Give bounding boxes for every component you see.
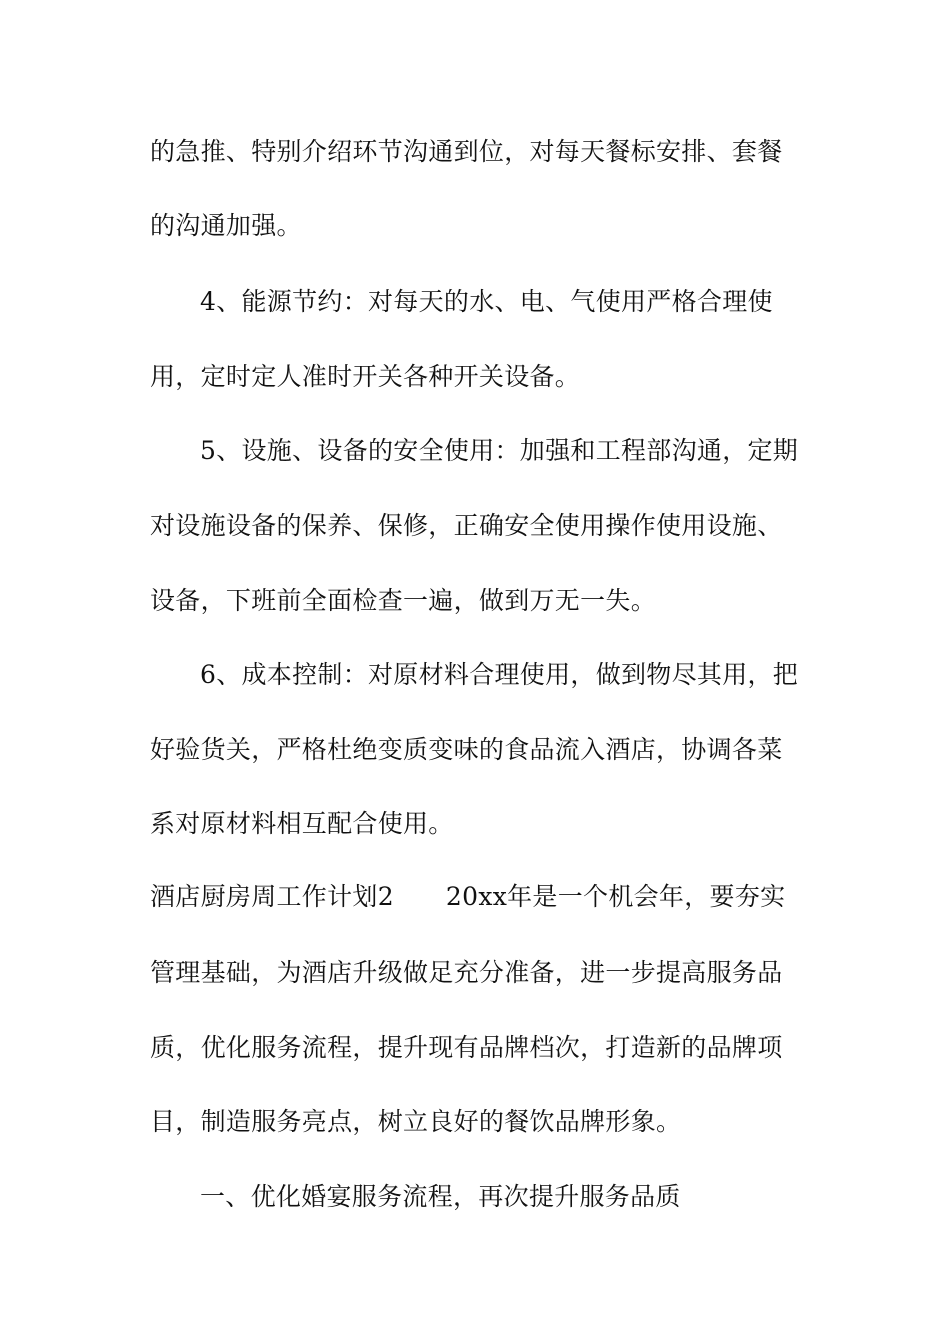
section-heading-line: [150, 877, 785, 917]
paragraph-line: 质，优化服务流程，提升现有品牌档次，打造新的品牌项: [150, 1033, 783, 1062]
paragraph-line: 对设施设备的保养、保修，正确安全使用操作使用设施、: [150, 511, 783, 540]
subsection-heading: 一、优化婚宴服务流程，再次提升服务品质: [200, 1182, 681, 1211]
paragraph-line-item-6: 6、成本控制：对原材料合理使用，做到物尽其用，把: [200, 660, 799, 689]
paragraph-line: 设备，下班前全面检查一遍，做到万无一失。: [150, 586, 657, 615]
section-title: 酒店厨房周工作计划2: [150, 882, 394, 911]
paragraph-line: 好验货关，严格杜绝变质变味的食品流入酒店，协调各菜: [150, 735, 783, 764]
section-intro-text: 20xx年是一个机会年，要夯实: [445, 882, 786, 911]
paragraph-line: 的急推、特别介绍环节沟通到位，对每天餐标安排、套餐: [150, 137, 783, 166]
paragraph-line: 管理基础，为酒店升级做足充分准备，进一步提高服务品: [150, 958, 783, 987]
paragraph-line-item-4: 4、能源节约：对每天的水、电、气使用严格合理使: [200, 287, 773, 316]
paragraph-line: 系对原材料相互配合使用。: [150, 809, 454, 838]
paragraph-line-item-5: 5、设施、设备的安全使用：加强和工程部沟通，定期: [200, 436, 799, 465]
paragraph-line: 目，制造服务亮点，树立良好的餐饮品牌形象。: [150, 1107, 682, 1136]
paragraph-line: 用，定时定人准时开关各种开关设备。: [150, 362, 581, 391]
paragraph-line: 的沟通加强。: [150, 211, 302, 240]
